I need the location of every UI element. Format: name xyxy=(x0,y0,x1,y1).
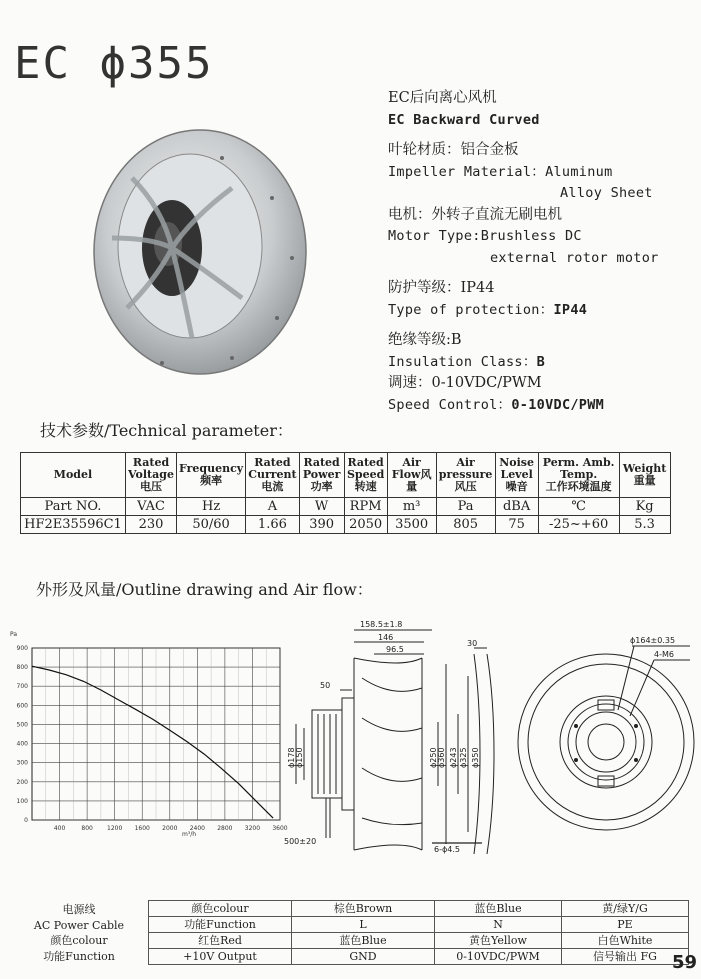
unit-cell: Pa xyxy=(436,498,495,516)
pc-cell: 黄色Yellow xyxy=(435,933,562,949)
fan-impeller-image xyxy=(72,118,312,380)
spec-motor-en-2: external rotor motor xyxy=(490,249,659,266)
chart-x-tick: 1600 xyxy=(134,825,150,832)
value-cell: 75 xyxy=(495,516,538,534)
header-weight: Weight 重量 xyxy=(619,453,670,498)
dim-243: ϕ243 xyxy=(449,747,458,768)
dim-500: 500±20 xyxy=(284,837,317,846)
pc-cell: 棕色Brown xyxy=(292,901,435,917)
spec-motor-en-1: Motor Type:Brushless DC xyxy=(388,228,582,244)
unit-cell: Hz xyxy=(177,498,246,516)
value-cell: 390 xyxy=(299,516,344,534)
spec-insulation-en xyxy=(388,352,659,374)
chart-series-line xyxy=(32,666,273,818)
unit-cell: RPM xyxy=(344,498,387,516)
pc-cell: 信号输出 FG xyxy=(562,949,689,965)
signal-colour-label: 颜色colour xyxy=(50,934,108,947)
value-cell: 5.3 xyxy=(619,516,670,534)
power-cable-labels xyxy=(16,902,142,964)
header-airflow: Air Flow风 量 xyxy=(387,453,436,498)
value-cell: HF2E35596C1 xyxy=(21,516,126,534)
chart-y-ticks xyxy=(17,645,29,824)
pc-cell: L xyxy=(292,917,435,933)
chart-xlabel: m³/h xyxy=(182,831,197,838)
chart-x-tick: 2400 xyxy=(189,825,205,832)
dim-50: 50 xyxy=(320,681,331,690)
dim-178: ϕ178 xyxy=(287,747,296,768)
pc-cell: 颜色colour xyxy=(149,901,292,917)
dim-150: ϕ150 xyxy=(295,747,304,768)
dim-30: 30 xyxy=(467,639,478,648)
spec-protection-value: IP44 xyxy=(553,301,588,318)
spec-impeller-en-1: Impeller Material：Aluminum xyxy=(388,163,613,180)
dim-325: ϕ325 xyxy=(459,747,468,768)
chart-x-tick: 800 xyxy=(81,825,93,832)
dim-250: ϕ250 xyxy=(429,747,438,768)
unit-cell: m³ xyxy=(387,498,436,516)
dim-146: 146 xyxy=(378,633,394,642)
value-cell: 1.66 xyxy=(246,516,299,534)
dim-164: ϕ164±0.35 xyxy=(630,636,676,645)
front-view-drawing xyxy=(514,630,698,840)
chart-y-tick: 500 xyxy=(16,721,28,729)
spec-motor-cn: 电机：外转子直流无刷电机 xyxy=(388,206,562,223)
spec-speed-cn: 调速：0-10VDC/PWM xyxy=(388,375,542,391)
dim-350: ϕ350 xyxy=(471,747,480,768)
value-cell: 805 xyxy=(436,516,495,534)
spec-block xyxy=(388,88,659,416)
header-power: Rated Power 功率 xyxy=(299,453,344,498)
pc-cell: GND xyxy=(292,949,435,965)
header-frequency: Frequency 频率 xyxy=(177,453,246,498)
unit-cell: Part NO. xyxy=(21,498,126,516)
dim-6-holes: 6-ϕ4.5 xyxy=(434,845,460,854)
spec-speed-en xyxy=(388,395,659,417)
chart-x-tick: 3200 xyxy=(244,825,261,832)
header-voltage: Rated Voltage 电压 xyxy=(126,453,177,498)
outline-title: 外形及风量/Outline drawing and Air flow： xyxy=(36,580,373,599)
chart-y-tick: 0 xyxy=(24,817,28,824)
chart-y-tick: 700 xyxy=(16,683,28,691)
chart-x-tick: 3600 xyxy=(272,825,288,832)
chart-y-tick: 400 xyxy=(16,740,28,748)
pc-cell: N xyxy=(435,917,562,933)
chart-x-tick: 400 xyxy=(53,825,66,832)
unit-cell: W xyxy=(299,498,344,516)
pc-cell: 蓝色Blue xyxy=(292,933,435,949)
value-cell: 2050 xyxy=(344,516,387,534)
spec-insulation-cn: 绝缘等级:B xyxy=(388,332,462,348)
pc-cell: 黄/绿Y/G xyxy=(562,901,689,917)
value-cell: 230 xyxy=(126,516,177,534)
chart-x-ticks xyxy=(54,825,288,832)
model-title: EC ϕ355 xyxy=(14,38,214,89)
spec-type-en: EC Backward Curved xyxy=(388,111,540,128)
chart-y-tick: 100 xyxy=(16,797,28,805)
dim-4-m6: 4-M6 xyxy=(654,650,674,659)
spec-insulation-value: B xyxy=(536,353,546,370)
chart-x-tick: 2800 xyxy=(217,825,233,832)
unit-cell: dBA xyxy=(495,498,538,516)
value-cell: 50/60 xyxy=(177,516,246,534)
page-number: 59 xyxy=(672,952,698,973)
dim-360: ϕ360 xyxy=(437,747,446,768)
pc-cell: 功能Function xyxy=(149,917,292,933)
chart-y-tick: 900 xyxy=(16,645,28,652)
chart-y-tick: 300 xyxy=(16,759,28,767)
chart-y-tick: 600 xyxy=(16,702,28,710)
pc-cell: 蓝色Blue xyxy=(435,901,562,917)
header-current: Rated Current 电流 xyxy=(246,453,299,498)
header-model: Model xyxy=(21,453,126,498)
chart-ylabel: Pa xyxy=(10,631,18,638)
spec-speed-value: 0-10VDC/PWM xyxy=(511,396,605,413)
airflow-chart xyxy=(6,622,292,842)
pc-cell: +10V Output xyxy=(149,949,292,965)
power-cable-cn: 电源线 xyxy=(62,903,96,916)
spec-impeller-en-2: Alloy Sheet xyxy=(560,185,653,201)
header-noise: Noise Level 噪音 xyxy=(495,453,538,498)
pc-cell: 白色White xyxy=(562,933,689,949)
chart-y-tick: 800 xyxy=(16,664,28,672)
power-cable-en: AC Power Cable xyxy=(33,918,125,932)
side-outline-drawing xyxy=(282,618,512,858)
spec-protection-label: Type of protection： xyxy=(388,301,554,318)
spec-insulation-label: Insulation Class： xyxy=(388,353,537,370)
power-cable-table xyxy=(148,900,689,965)
pc-cell: PE xyxy=(562,917,689,933)
dim-96: 96.5 xyxy=(386,645,404,654)
spec-type-cn: EC后向离心风机 xyxy=(388,90,497,106)
header-temp: Perm. Amb. Temp. 工作环境温度 xyxy=(538,453,619,498)
tech-parameter-title: 技术参数/Technical parameter： xyxy=(40,421,293,440)
unit-cell: VAC xyxy=(126,498,177,516)
chart-y-tick: 200 xyxy=(16,778,28,786)
spec-speed-label: Speed Control： xyxy=(388,396,512,413)
unit-cell: A xyxy=(246,498,299,516)
pc-cell: 0-10VDC/PWM xyxy=(435,949,562,965)
signal-function-label: 功能Function xyxy=(43,949,115,963)
spec-impeller-cn: 叶轮材质：铝合金板 xyxy=(388,142,519,158)
unit-cell: Kg xyxy=(619,498,670,516)
header-pressure: Air pressure 风压 xyxy=(436,453,495,498)
tech-parameter-table xyxy=(20,452,671,534)
header-speed: Rated Speed 转速 xyxy=(344,453,387,498)
chart-x-tick: 1200 xyxy=(107,825,123,832)
unit-cell: ℃ xyxy=(538,498,619,516)
pc-cell: 红色Red xyxy=(149,933,292,949)
value-cell: 3500 xyxy=(387,516,436,534)
dim-158: 158.5±1.8 xyxy=(360,620,403,629)
spec-protection-cn: 防护等级：IP44 xyxy=(388,280,495,296)
spec-protection-en xyxy=(388,300,659,322)
chart-x-tick: 2000 xyxy=(162,825,178,832)
chart-grid xyxy=(32,648,280,820)
value-cell: -25~+60 xyxy=(538,516,619,534)
